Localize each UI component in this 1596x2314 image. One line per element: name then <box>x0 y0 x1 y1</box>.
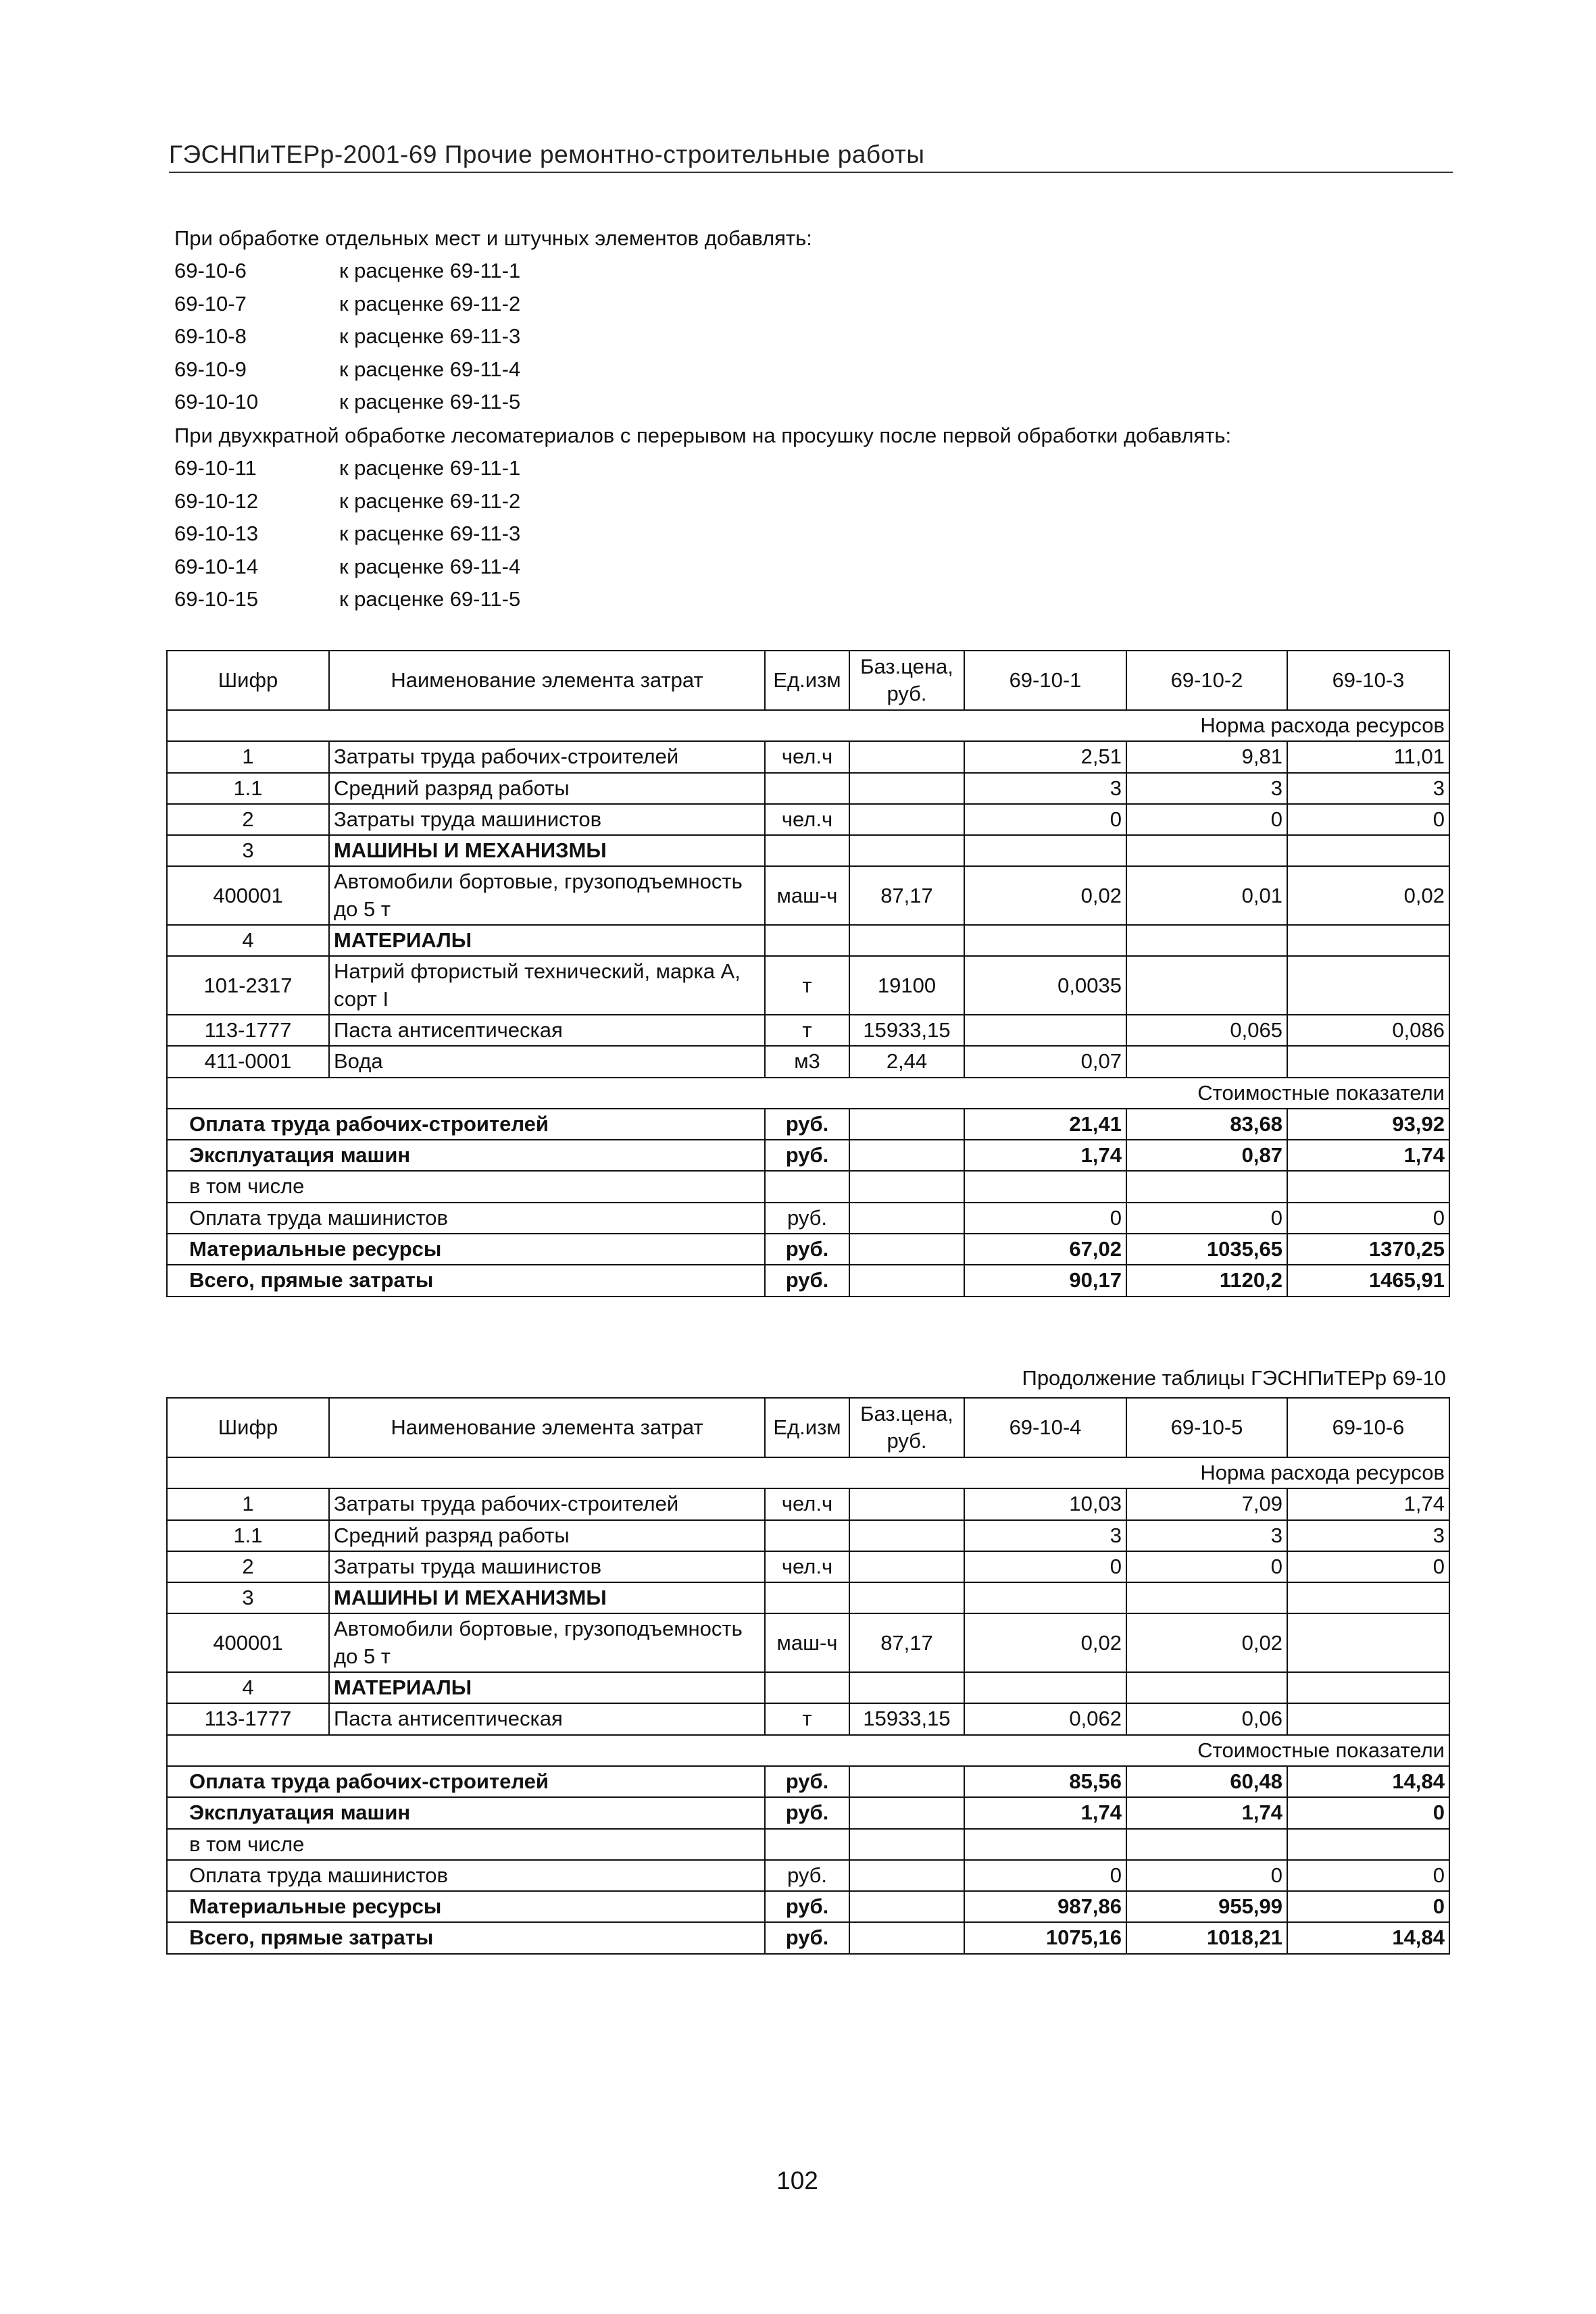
row-unit <box>765 925 849 956</box>
cost-row <box>167 1109 1449 1140</box>
cost-unit: руб. <box>765 1203 849 1234</box>
row-name: Затраты труда рабочих-строителей <box>329 741 765 772</box>
cost-price-empty <box>849 1203 964 1234</box>
cost-value: 1,74 <box>964 1140 1126 1171</box>
row-name: Затраты труда рабочих-строителей <box>329 1488 765 1519</box>
cost-value: 60,48 <box>1126 1766 1287 1797</box>
table-row <box>167 1613 1449 1672</box>
cost-name: Материальные ресурсы <box>167 1234 765 1265</box>
row-name: Затраты труда машинистов <box>329 804 765 835</box>
cost-value: 1035,65 <box>1126 1234 1287 1265</box>
row-name: МАТЕРИАЛЫ <box>329 925 765 956</box>
cost-price-empty <box>849 1797 964 1828</box>
cost-row <box>167 1203 1449 1234</box>
row-code: 2 <box>167 804 329 835</box>
row-name: МАШИНЫ И МЕХАНИЗМЫ <box>329 1582 765 1613</box>
page-header: ГЭСНПиТЕРр-2001-69 Прочие ремонтно-строительные работы <box>169 141 1453 173</box>
table-row <box>167 741 1449 772</box>
row-value <box>964 1672 1126 1703</box>
row-value: 3 <box>1126 1520 1287 1551</box>
cost-value: 0 <box>1287 1203 1449 1234</box>
cost-unit <box>765 1171 849 1202</box>
row-unit: чел.ч <box>765 1551 849 1582</box>
row-value <box>1126 1672 1287 1703</box>
table-row <box>167 1015 1449 1046</box>
row-value: 0,07 <box>964 1046 1126 1077</box>
table-header-row <box>167 1398 1449 1457</box>
row-price <box>849 835 964 866</box>
cost-value: 0 <box>964 1860 1126 1891</box>
row-value <box>1287 1703 1449 1734</box>
row-price: 87,17 <box>849 866 964 925</box>
row-value: 3 <box>964 773 1126 804</box>
reference-text: к расценке 69-11-4 <box>339 554 521 578</box>
row-name: Автомобили бортовые, грузоподъемность до 5 т <box>329 866 765 925</box>
row-value: 0 <box>1287 804 1449 835</box>
cost-price-empty <box>849 1922 964 1953</box>
header-price: Баз.цена, руб. <box>849 651 964 710</box>
reference-text: к расценке 69-11-1 <box>339 259 521 282</box>
table-row <box>167 866 1449 925</box>
row-name: Затраты труда машинистов <box>329 1551 765 1582</box>
cost-row <box>167 1171 1449 1202</box>
header-code: Шифр <box>167 651 329 710</box>
reference-row <box>174 555 520 579</box>
cost-row <box>167 1797 1449 1828</box>
reference-row <box>174 292 520 316</box>
row-value: 2,51 <box>964 741 1126 772</box>
row-unit <box>765 1520 849 1551</box>
row-name: Средний разряд работы <box>329 773 765 804</box>
row-value: 0,086 <box>1287 1015 1449 1046</box>
cost-name: Оплата труда рабочих-строителей <box>167 1766 765 1797</box>
row-value <box>1126 925 1287 956</box>
table-row <box>167 1703 1449 1734</box>
row-value: 0,02 <box>964 866 1126 925</box>
cost-value: 0 <box>1126 1860 1287 1891</box>
cost-value: 1120,2 <box>1126 1265 1287 1296</box>
cost-name: в том числе <box>167 1829 765 1860</box>
row-name: Паста антисептическая <box>329 1015 765 1046</box>
row-value <box>1287 835 1449 866</box>
row-value: 0 <box>1126 1551 1287 1582</box>
row-name: Паста антисептическая <box>329 1703 765 1734</box>
reference-text: к расценке 69-11-1 <box>339 456 521 480</box>
cost-name: Эксплуатация машин <box>167 1797 765 1828</box>
header-rate-code: 69-10-5 <box>1126 1398 1287 1457</box>
page-number: 102 <box>776 2167 818 2194</box>
cost-value: 1370,25 <box>1287 1234 1449 1265</box>
row-name: Вода <box>329 1046 765 1077</box>
reference-code: 69-10-8 <box>174 324 247 348</box>
row-value: 0 <box>1287 1551 1449 1582</box>
cost-row <box>167 1891 1449 1922</box>
cost-value <box>1287 1829 1449 1860</box>
cost-value <box>964 1829 1126 1860</box>
cost-row <box>167 1140 1449 1171</box>
reference-row <box>174 259 520 283</box>
reference-code: 69-10-14 <box>174 554 259 578</box>
row-price <box>849 925 964 956</box>
reference-row <box>174 522 520 546</box>
section-row <box>167 710 1449 741</box>
row-value: 11,01 <box>1287 741 1449 772</box>
cost-value: 0 <box>1287 1891 1449 1922</box>
row-price <box>849 1488 964 1519</box>
cost-value: 1,74 <box>1287 1140 1449 1171</box>
cost-value: 0 <box>1126 1203 1287 1234</box>
reference-code: 69-10-10 <box>174 390 259 413</box>
cost-unit: руб. <box>765 1891 849 1922</box>
cost-value: 21,41 <box>964 1109 1126 1140</box>
header-code: Шифр <box>167 1398 329 1457</box>
reference-text: к расценке 69-11-3 <box>339 522 521 545</box>
reference-row <box>174 390 520 414</box>
reference-text: к расценке 69-11-2 <box>339 488 521 513</box>
row-value <box>1126 956 1287 1015</box>
cost-name: Оплата труда машинистов <box>167 1203 765 1234</box>
table-row <box>167 1582 1449 1613</box>
reference-row <box>174 489 520 513</box>
row-value: 0,01 <box>1126 866 1287 925</box>
cost-row <box>167 1766 1449 1797</box>
row-code: 101-2317 <box>167 956 329 1015</box>
row-unit: маш-ч <box>765 866 849 925</box>
row-name: Натрий фтористый технический, марка А, сорт I <box>329 956 765 1015</box>
reference-code: 69-10-15 <box>174 587 259 611</box>
cost-unit <box>765 1829 849 1860</box>
row-value: 3 <box>964 1520 1126 1551</box>
cost-price-empty <box>849 1109 964 1140</box>
row-value: 3 <box>1126 773 1287 804</box>
header-price: Баз.цена, руб. <box>849 1398 964 1457</box>
reference-text: к расценке 69-11-5 <box>339 587 521 611</box>
cost-value <box>1126 1171 1287 1202</box>
cost-row <box>167 1860 1449 1891</box>
cost-value: 83,68 <box>1126 1109 1287 1140</box>
row-code: 113-1777 <box>167 1015 329 1046</box>
row-price: 87,17 <box>849 1613 964 1672</box>
cost-value: 67,02 <box>964 1234 1126 1265</box>
row-price: 2,44 <box>849 1046 964 1077</box>
header-rate-code: 69-10-4 <box>964 1398 1126 1457</box>
row-value: 7,09 <box>1126 1488 1287 1519</box>
reference-text: к расценке 69-11-2 <box>339 291 521 316</box>
row-value: 10,03 <box>964 1488 1126 1519</box>
table-continuation-caption: Продолжение таблицы ГЭСНПиТЕРр 69-10 <box>1022 1366 1446 1390</box>
row-unit: чел.ч <box>765 1488 849 1519</box>
cost-unit: руб. <box>765 1797 849 1828</box>
row-value <box>1287 1046 1449 1077</box>
table-row <box>167 925 1449 956</box>
row-price: 15933,15 <box>849 1015 964 1046</box>
cost-value: 0 <box>1287 1860 1449 1891</box>
row-value <box>1287 1613 1449 1672</box>
row-code: 3 <box>167 835 329 866</box>
table-row <box>167 1488 1449 1519</box>
row-value: 3 <box>1287 1520 1449 1551</box>
intro-text-2: При двухкратной обработке лесоматериалов с перерывом на просушку после первой обработки добавлять: <box>174 424 1232 447</box>
reference-text: к расценке 69-11-3 <box>339 324 521 348</box>
cost-unit: руб. <box>765 1766 849 1797</box>
row-code: 4 <box>167 925 329 956</box>
cost-price-empty <box>849 1860 964 1891</box>
reference-code: 69-10-11 <box>174 456 257 480</box>
table-row <box>167 835 1449 866</box>
reference-row <box>174 587 520 611</box>
cost-value: 1018,21 <box>1126 1922 1287 1953</box>
table-row <box>167 1672 1449 1703</box>
section-row <box>167 1735 1449 1766</box>
row-unit: м3 <box>765 1046 849 1077</box>
row-name: МАТЕРИАЛЫ <box>329 1672 765 1703</box>
row-code: 411-0001 <box>167 1046 329 1077</box>
cost-value: 93,92 <box>1287 1109 1449 1140</box>
header-rate-code: 69-10-2 <box>1126 651 1287 710</box>
row-name: Средний разряд работы <box>329 1520 765 1551</box>
row-value <box>964 835 1126 866</box>
cost-value: 0 <box>964 1203 1126 1234</box>
intro-text-1: При обработке отдельных мест и штучных элементов добавлять: <box>174 226 812 250</box>
cost-value: 85,56 <box>964 1766 1126 1797</box>
row-name: Автомобили бортовые, грузоподъемность до 5 т <box>329 1613 765 1672</box>
cost-name: Эксплуатация машин <box>167 1140 765 1171</box>
header-unit: Ед.изм <box>765 651 849 710</box>
row-value: 0,065 <box>1126 1015 1287 1046</box>
row-value <box>1287 1582 1449 1613</box>
section-row <box>167 1457 1449 1488</box>
row-name: МАШИНЫ И МЕХАНИЗМЫ <box>329 835 765 866</box>
row-price <box>849 741 964 772</box>
cost-name: Материальные ресурсы <box>167 1891 765 1922</box>
row-unit <box>765 773 849 804</box>
header-name: Наименование элемента затрат <box>329 1398 765 1457</box>
row-price: 19100 <box>849 956 964 1015</box>
row-value <box>964 1015 1126 1046</box>
row-value: 0 <box>1126 804 1287 835</box>
reference-text: к расценке 69-11-4 <box>339 357 521 381</box>
row-code: 1 <box>167 741 329 772</box>
row-code: 113-1777 <box>167 1703 329 1734</box>
cost-price-empty <box>849 1891 964 1922</box>
cost-value <box>964 1171 1126 1202</box>
cost-value: 955,99 <box>1126 1891 1287 1922</box>
row-value: 0,06 <box>1126 1703 1287 1734</box>
cost-unit: руб. <box>765 1109 849 1140</box>
table-row <box>167 1046 1449 1077</box>
cost-name: Оплата труда рабочих-строителей <box>167 1109 765 1140</box>
cost-unit: руб. <box>765 1265 849 1296</box>
row-unit: т <box>765 1703 849 1734</box>
row-value: 0 <box>964 804 1126 835</box>
cost-price-empty <box>849 1234 964 1265</box>
row-unit: маш-ч <box>765 1613 849 1672</box>
row-value <box>964 1582 1126 1613</box>
cost-value <box>1126 1829 1287 1860</box>
header-rate-code: 69-10-6 <box>1287 1398 1449 1457</box>
row-code: 1.1 <box>167 1520 329 1551</box>
row-price <box>849 1672 964 1703</box>
row-value <box>1126 1046 1287 1077</box>
cost-price-empty <box>849 1829 964 1860</box>
reference-code: 69-10-9 <box>174 357 247 381</box>
row-unit: чел.ч <box>765 804 849 835</box>
row-price: 15933,15 <box>849 1703 964 1734</box>
reference-code: 69-10-13 <box>174 522 259 545</box>
header-unit: Ед.изм <box>765 1398 849 1457</box>
cost-unit: руб. <box>765 1140 849 1171</box>
table-row <box>167 773 1449 804</box>
cost-value: 1,74 <box>964 1797 1126 1828</box>
row-code: 1.1 <box>167 773 329 804</box>
row-price <box>849 1551 964 1582</box>
row-code: 1 <box>167 1488 329 1519</box>
section-label-norma: Норма расхода ресурсов <box>167 1457 1449 1488</box>
cost-name: Всего, прямые затраты <box>167 1922 765 1953</box>
table-header-row <box>167 651 1449 710</box>
cost-value: 987,86 <box>964 1891 1126 1922</box>
cost-value: 90,17 <box>964 1265 1126 1296</box>
reference-row <box>174 456 520 480</box>
cost-price-empty <box>849 1766 964 1797</box>
cost-row <box>167 1234 1449 1265</box>
cost-value: 0,87 <box>1126 1140 1287 1171</box>
reference-row <box>174 357 520 382</box>
cost-name: Оплата труда машинистов <box>167 1860 765 1891</box>
row-price <box>849 804 964 835</box>
row-value: 0,02 <box>964 1613 1126 1672</box>
header-rate-code: 69-10-3 <box>1287 651 1449 710</box>
cost-value: 0 <box>1287 1797 1449 1828</box>
cost-unit: руб. <box>765 1234 849 1265</box>
reference-code: 69-10-12 <box>174 488 259 513</box>
estimate-table-1 <box>166 650 1450 1297</box>
section-label-norma: Норма расхода ресурсов <box>167 710 1449 741</box>
cost-row <box>167 1265 1449 1296</box>
row-value: 0 <box>964 1551 1126 1582</box>
row-price <box>849 1582 964 1613</box>
row-unit: т <box>765 1015 849 1046</box>
row-unit <box>765 1672 849 1703</box>
row-value <box>1126 1582 1287 1613</box>
row-value <box>1287 1672 1449 1703</box>
cost-value <box>1287 1171 1449 1202</box>
cost-price-empty <box>849 1265 964 1296</box>
cost-value: 1465,91 <box>1287 1265 1449 1296</box>
cost-unit: руб. <box>765 1922 849 1953</box>
row-value: 3 <box>1287 773 1449 804</box>
cost-row <box>167 1922 1449 1953</box>
section-label-costs: Стоимостные показатели <box>167 1735 1449 1766</box>
row-value <box>964 925 1126 956</box>
cost-price-empty <box>849 1140 964 1171</box>
cost-value: 14,84 <box>1287 1922 1449 1953</box>
row-code: 400001 <box>167 1613 329 1672</box>
table-row <box>167 956 1449 1015</box>
row-unit <box>765 835 849 866</box>
cost-row <box>167 1829 1449 1860</box>
cost-value: 1,74 <box>1126 1797 1287 1828</box>
row-unit: чел.ч <box>765 741 849 772</box>
cost-unit: руб. <box>765 1860 849 1891</box>
row-value: 0,062 <box>964 1703 1126 1734</box>
table-row <box>167 1520 1449 1551</box>
cost-name: Всего, прямые затраты <box>167 1265 765 1296</box>
row-value: 0,02 <box>1126 1613 1287 1672</box>
row-value: 1,74 <box>1287 1488 1449 1519</box>
row-code: 4 <box>167 1672 329 1703</box>
header-rate-code: 69-10-1 <box>964 651 1126 710</box>
row-value: 0,02 <box>1287 866 1449 925</box>
section-label-costs: Стоимостные показатели <box>167 1078 1449 1109</box>
row-code: 400001 <box>167 866 329 925</box>
cost-value: 14,84 <box>1287 1766 1449 1797</box>
reference-code: 69-10-6 <box>174 259 247 282</box>
estimate-table-2 <box>166 1397 1450 1955</box>
reference-code: 69-10-7 <box>174 291 247 316</box>
row-value <box>1126 835 1287 866</box>
section-row <box>167 1078 1449 1109</box>
row-value <box>1287 925 1449 956</box>
header-name: Наименование элемента затрат <box>329 651 765 710</box>
row-unit: т <box>765 956 849 1015</box>
row-code: 3 <box>167 1582 329 1613</box>
row-unit <box>765 1582 849 1613</box>
row-price <box>849 773 964 804</box>
row-code: 2 <box>167 1551 329 1582</box>
row-price <box>849 1520 964 1551</box>
table-row <box>167 804 1449 835</box>
cost-value: 1075,16 <box>964 1922 1126 1953</box>
row-value: 9,81 <box>1126 741 1287 772</box>
cost-price-empty <box>849 1171 964 1202</box>
cost-name: в том числе <box>167 1171 765 1202</box>
row-value <box>1287 956 1449 1015</box>
reference-text: к расценке 69-11-5 <box>339 390 521 413</box>
row-value: 0,0035 <box>964 956 1126 1015</box>
reference-row <box>174 324 520 349</box>
table-row <box>167 1551 1449 1582</box>
